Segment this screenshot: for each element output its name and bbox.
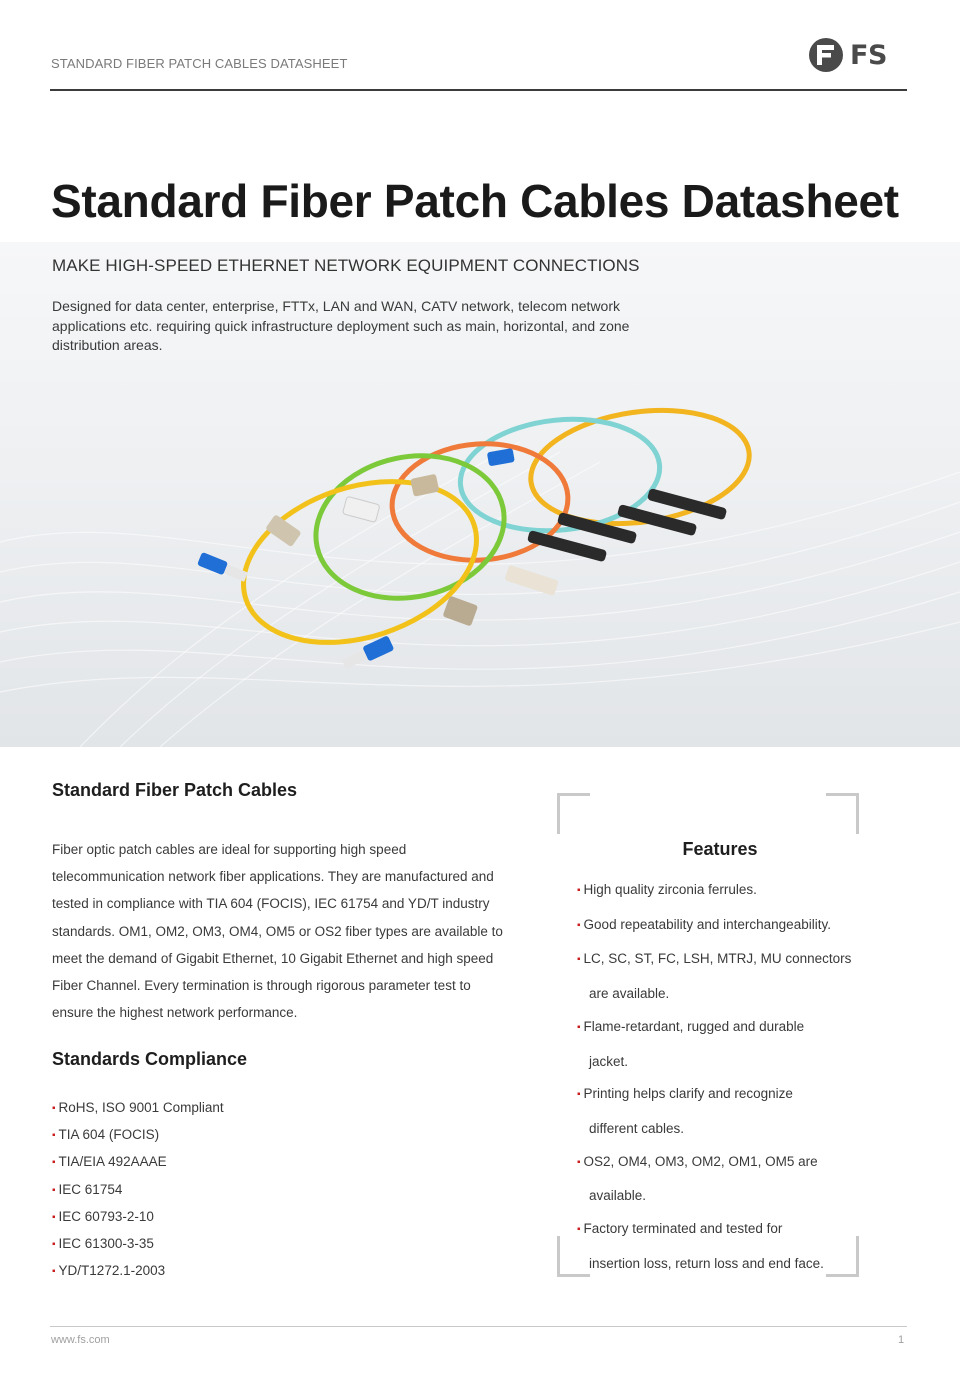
bullet-icon: ▪ bbox=[577, 1156, 581, 1168]
page-title: Standard Fiber Patch Cables Datasheet bbox=[51, 175, 899, 227]
list-item: ▪ Flame-retardant, rugged and durable jacket. bbox=[577, 1018, 805, 1069]
features-corner-top-left bbox=[557, 793, 590, 834]
bullet-icon: ▪ bbox=[52, 1238, 56, 1250]
list-item: ▪ LC, SC, ST, FC, LSH, MTRJ, MU connectors are available. bbox=[577, 951, 852, 1002]
list-item: ▪ Good repeatability and interchangeability. bbox=[577, 916, 831, 932]
list-item: ▪ IEC 60793-2-10 bbox=[52, 1208, 154, 1224]
footer-url-link[interactable]: www.fs.com bbox=[51, 1334, 110, 1346]
hero-banner bbox=[0, 242, 960, 747]
list-item: ▪ Printing helps clarify and recognize different cables. bbox=[577, 1086, 793, 1136]
bullet-icon: ▪ bbox=[577, 1089, 581, 1101]
hero-subtitle: MAKE HIGH-SPEED ETHERNET NETWORK EQUIPMENT CONNECTIONS bbox=[52, 256, 640, 275]
cable-green bbox=[303, 439, 518, 615]
bullet-icon: ▪ bbox=[577, 1021, 581, 1033]
list-item: ▪ YD/T1272.1-2003 bbox=[52, 1263, 166, 1279]
overview-body: Fiber optic patch cables are ideal for supporting high speed telecommunication network fiber applications. They are manufactured and tested in compliance with TIA 604 (FOCIS), IEC 61754 and YD/T industry standards. OM1, OM2, OM3, OM4, OM5 or OS2 fiber types are available to meet the demand of Gigabit Ethernet, 10 Gigabit Ethernet and high speed Fiber Channel. Every termination is through rigorous parameter test to ensure the highest network performance. bbox=[52, 842, 503, 1021]
lc-connector-aqua bbox=[487, 448, 515, 466]
bullet-icon: ▪ bbox=[577, 919, 581, 931]
sc-connector-white bbox=[342, 496, 380, 522]
features-list bbox=[577, 874, 867, 1280]
bullet-icon: ▪ bbox=[577, 885, 581, 896]
patch-cables-illustration bbox=[0, 242, 960, 747]
sc-connector-beige bbox=[442, 596, 478, 627]
list-item: ▪ High quality zirconia ferrules. bbox=[577, 882, 757, 897]
bullet-icon: ▪ bbox=[52, 1130, 56, 1142]
features-heading: Features bbox=[682, 839, 758, 859]
list-item: ▪ TIA 604 (FOCIS) bbox=[52, 1127, 160, 1143]
list-item: ▪ IEC 61300-3-35 bbox=[52, 1235, 154, 1251]
header-rule bbox=[50, 89, 907, 91]
list-item: ▪ TIA/EIA 492AAAE bbox=[52, 1154, 167, 1170]
footer-rule bbox=[50, 1326, 907, 1327]
sc-connector-green-end bbox=[504, 565, 558, 596]
overview-heading: Standard Fiber Patch Cables bbox=[52, 780, 298, 800]
page-number: 1 bbox=[898, 1334, 905, 1346]
cable-yellow-left bbox=[223, 454, 498, 671]
features-corner-top-right bbox=[826, 793, 859, 834]
list-item: ▪ IEC 61754 bbox=[52, 1181, 123, 1197]
standards-heading: Standards Compliance bbox=[52, 1049, 248, 1069]
bullet-icon: ▪ bbox=[52, 1266, 56, 1278]
header-label: STANDARD FIBER PATCH CABLES DATASHEET bbox=[51, 56, 348, 71]
fs-logo[interactable] bbox=[808, 33, 904, 77]
hero-intro: Designed for data center, enterprise, FTTx, LAN and WAN, CATV network, telecom network applications etc. requiring quick infrastructure deployment such as main, horizontal, and zone distribution areas. bbox=[52, 298, 630, 353]
fc-connector-orange bbox=[410, 474, 439, 497]
logo-text: FS bbox=[850, 39, 887, 71]
bullet-icon: ▪ bbox=[52, 1157, 56, 1169]
bullet-icon: ▪ bbox=[52, 1211, 56, 1223]
fs-logo-icon bbox=[808, 35, 844, 75]
bullet-icon: ▪ bbox=[52, 1103, 56, 1114]
bullet-icon: ▪ bbox=[577, 1224, 581, 1236]
list-item: ▪ OS2, OM4, OM3, OM2, OM1, OM5 are available. bbox=[577, 1153, 818, 1204]
bullet-icon: ▪ bbox=[577, 954, 581, 966]
standards-list bbox=[52, 1096, 224, 1286]
bullet-icon: ▪ bbox=[52, 1184, 56, 1196]
lc-connector-top bbox=[197, 552, 249, 584]
list-item: ▪ RoHS, ISO 9001 Compliant bbox=[52, 1100, 224, 1115]
list-item: ▪ Factory terminated and tested for insertion loss, return loss and end face. bbox=[577, 1221, 824, 1271]
